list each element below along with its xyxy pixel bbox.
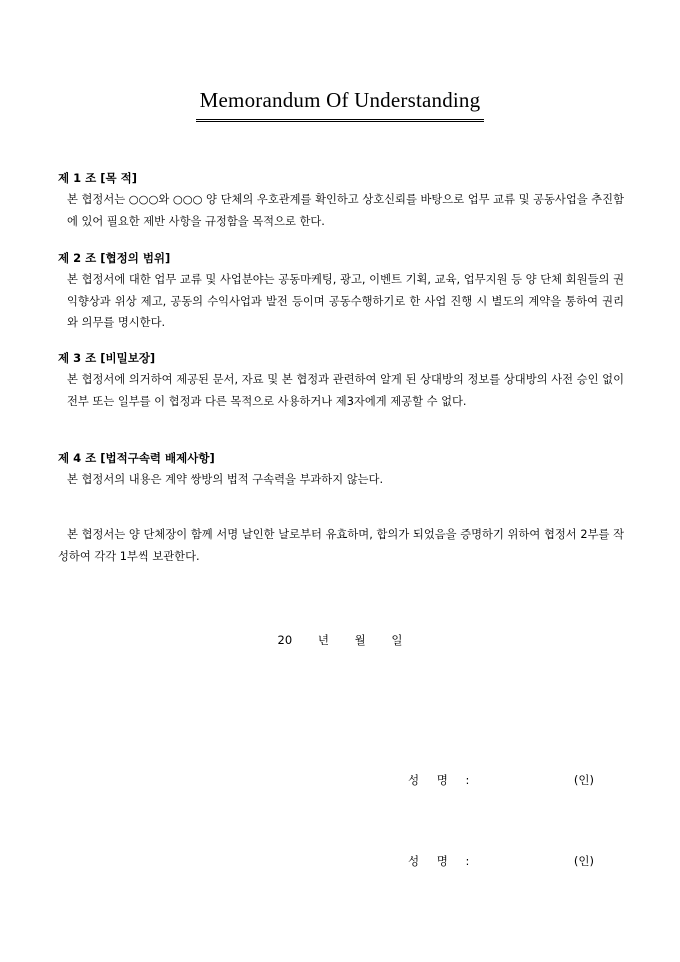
title-container [0,88,680,122]
article-body: 본 협정서에 의거하여 제공된 문서, 자료 및 본 협정과 관련하여 알게 된 상대방의 정보를 상대방의 사전 승인 없이 전부 또는 일부를 이 협정과 다른 목적으로 사용하거나 제3자에게 제공할 수 없다. [67,373,624,408]
document-title: Memorandum Of Understanding [196,88,485,122]
article-4 [58,450,624,491]
seal-mark: (인) [573,854,594,868]
article-1 [58,170,624,232]
article-body: 본 협정서에 대한 업무 교류 및 사업분야는 공동마케팅, 광고, 이벤트 기획, 교육, 업무지원 등 양 단체 회원들의 권익향상과 위상 제고, 공동의 수익사업과 발전 등이며 공동수행하기로 한 사업 진행 시 별도의 계약을 통하여 권리와 의무를 명시한다. [67,273,624,329]
article-body: 본 협정서의 내용은 계약 쌍방의 법적 구속력을 부과하지 않는다. [67,473,384,486]
closing-paragraph: 본 협정서는 양 단체장이 함께 서명 날인한 날로부터 유효하며, 합의가 되었음을 증명하기 위하여 협정서 2부를 작성하여 각각 1부씩 보관한다. [58,528,624,563]
article-heading: 제 2 조 [협정의 범위] [58,251,171,265]
article-heading: 제 4 조 [법적구속력 배제사항] [58,451,215,465]
signature-line-1 [408,772,608,788]
article-2 [58,250,624,334]
article-heading: 제 3 조 [비밀보장] [58,351,156,365]
date-line: 20 년 월 일 [277,633,403,647]
article-body: 본 협정서는 ○○○와 ○○○ 양 단체의 우호관계를 확인하고 상호신뢰를 바탕으로 업무 교류 및 공동사업을 추진함에 있어 필요한 제반 사항을 규정함을 목적으로 한다. [67,193,624,228]
signature-label: 성 명 : [408,773,470,787]
seal-mark: (인) [573,773,594,787]
signature-line-2 [408,853,608,869]
article-3 [58,350,624,412]
signature-label: 성 명 : [408,854,470,868]
article-heading: 제 1 조 [목 적] [58,171,137,185]
